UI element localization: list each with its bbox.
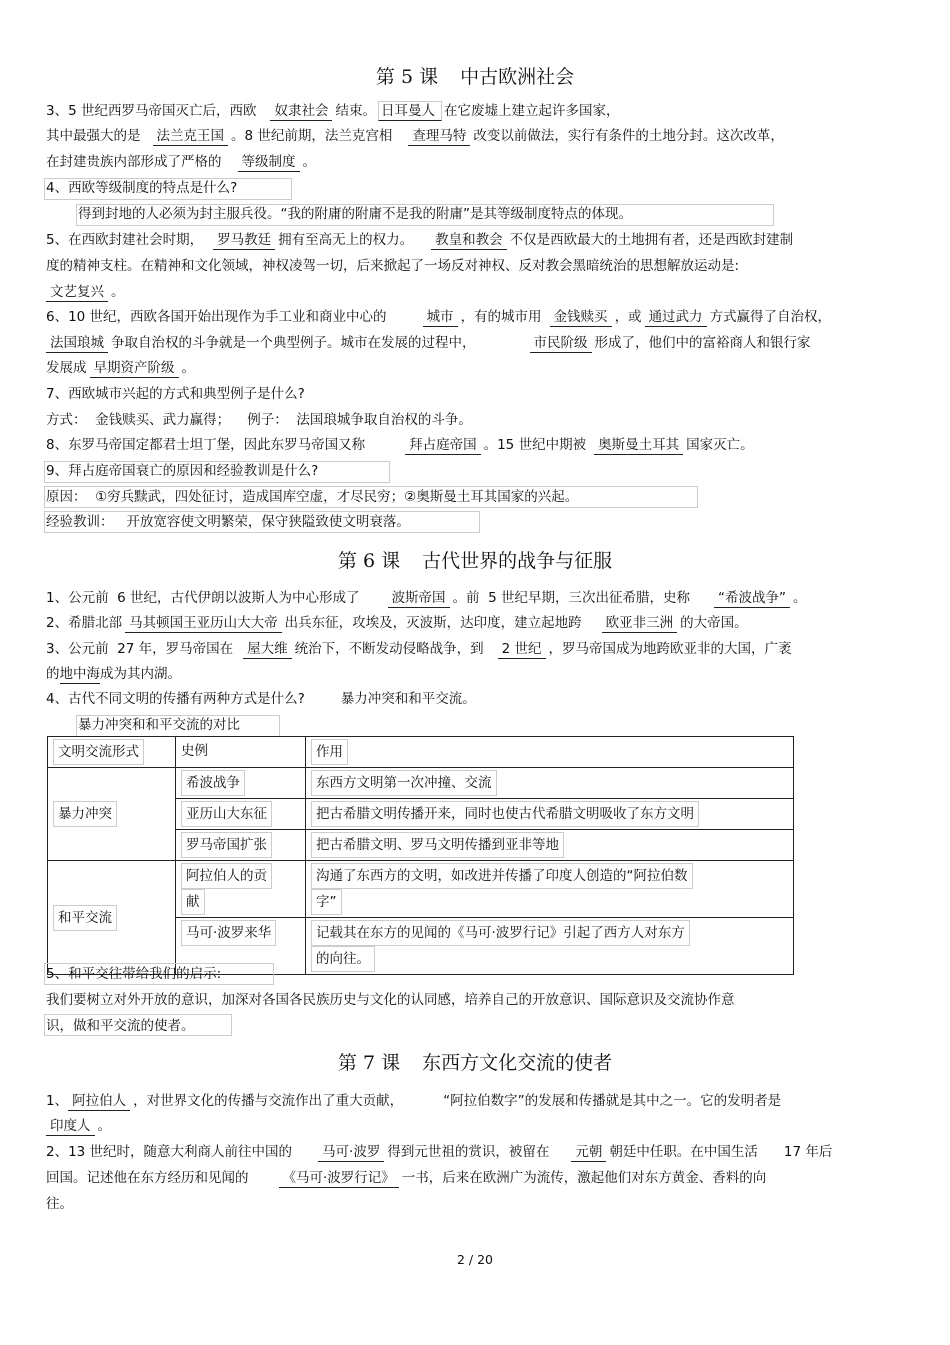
l5-line-9 [46, 334, 811, 353]
text: 4、古代不同文明的传播有两种方式是什么? [46, 691, 305, 707]
table-cell [306, 830, 794, 861]
text: 献 [181, 889, 205, 915]
answer-blank: 马可·波罗 [318, 1143, 384, 1162]
text: 4、西欧等级制度的特点是什么? [46, 180, 238, 196]
text: 发展成 [46, 360, 87, 376]
text: 记载其在东方的见闻的《马可·波罗行记》引起了西方人对东方 [311, 920, 690, 946]
text: 2、13 世纪时，随意大利商人前往中国的 [46, 1144, 293, 1160]
answer-blank: 市民阶级 [530, 334, 592, 353]
answer-blank: 通过武力 [645, 308, 707, 327]
answer-box [44, 1014, 232, 1036]
text: 把古希腊文明传播开来，同时也使古代希腊文明吸收了东方文明 [311, 801, 699, 827]
text: 朝廷中任职。在中国生活 [609, 1144, 758, 1160]
text: 作用 [311, 739, 348, 765]
l5-answer-7 [46, 411, 472, 429]
text: 8、东罗马帝国定都君士坦丁堡，因此东罗马帝国又称 [46, 437, 366, 453]
answer-blank: 奴隶社会 [270, 102, 332, 121]
l6-line-3 [46, 640, 792, 659]
text: 暴力冲突和和平交流的对比 [78, 717, 240, 733]
answer-blank: 文艺复兴 [46, 283, 108, 302]
answer-blank: 法兰克王国 [153, 127, 229, 146]
text: 。 [181, 360, 195, 376]
table-header-row [48, 737, 794, 768]
text: ，对世界文化的传播与交流作出了重大贡献， [133, 1093, 404, 1109]
answer-blank: 马其顿国王亚历山大大帝 [125, 614, 282, 633]
lesson6-title [0, 546, 950, 573]
table-cell [176, 768, 306, 799]
answer-blank: 等级制度 [238, 153, 300, 172]
l6-question-4 [46, 690, 476, 708]
l5-line-8b [46, 436, 754, 455]
table-row [48, 768, 794, 799]
answer-blank: 金钱赎买 [550, 308, 612, 327]
answer-blank: 欧亚非三洲 [602, 614, 678, 633]
text: 我们要树立对外开放的意识，加深对各国各民族历史与文化的认同感，培养自己的开放意识、国际意识及交流协作意 [46, 992, 735, 1008]
answer-blank: 早期资产阶级 [90, 359, 179, 378]
text: 得到封地的人必须为封主服兵役。“我的附庸的附庸不是我的附庸”是其等级制度特点的体现。 [78, 206, 632, 222]
text: 文明交流形式 [53, 739, 144, 765]
text: 和平交流 [53, 905, 117, 931]
l5-line-3 [46, 153, 316, 172]
text: ，罗马帝国成为地跨欧亚非的大国，广袤 [548, 641, 792, 657]
lesson6-title-number: 第 6 课 [337, 550, 401, 572]
text: 7、西欧城市兴起的方式和典型例子是什么? [46, 386, 305, 402]
answer-box [44, 511, 480, 533]
answer-blank: 波斯帝国 [388, 589, 450, 608]
table-cell [306, 918, 794, 975]
text: 5、和平交往带给我们的启示: [46, 966, 222, 982]
answer-blank: 地中海 [59, 666, 100, 682]
text: 在封建贵族内部形成了严格的 [46, 154, 222, 170]
text: 出兵东征，攻埃及，灭波斯，达印度，建立起地跨 [284, 615, 582, 631]
lesson5-title [0, 62, 950, 89]
lesson7-title-number: 第 7 课 [337, 1052, 401, 1074]
text: 的向往。 [311, 946, 375, 972]
text: 沟通了东西方的文明，如改进并传播了印度人创造的“阿拉伯数 [311, 863, 693, 889]
table-header-cell [48, 737, 176, 768]
text: 亚历山大东征 [181, 801, 272, 827]
answer-blank: 《马可·波罗行记》 [279, 1169, 399, 1188]
text: 把古希腊文明、罗马文明传播到亚非等地 [311, 832, 564, 858]
text: 其中最强大的是 [46, 128, 141, 144]
text: 原因： ①穷兵黩武，四处征讨，造成国库空虚，才尽民穷；②奥斯曼土耳其国家的兴起。 [46, 489, 579, 505]
text: 形成了，他们中的富裕商人和银行家 [594, 335, 811, 351]
text: 在它废墟上建立起许多国家， [443, 103, 620, 119]
answer-blank: “希波战争” [714, 589, 790, 608]
answer-blank: 罗马教廷 [213, 231, 275, 250]
answer-blank: 印度人 [46, 1117, 95, 1136]
text: 。前 5 世纪早期，三次出征希腊，史称 [452, 590, 691, 606]
l5-line-1 [46, 101, 619, 121]
l5-line-5 [46, 231, 793, 250]
l5-line-6 [46, 257, 739, 275]
question-box [44, 178, 292, 200]
text: 。 [302, 154, 316, 170]
text: 9、拜占庭帝国衰亡的原因和经验教训是什么? [46, 463, 319, 479]
text: 度的精神支柱。在精神和文化领域，神权凌驾一切，后来掀起了一场反对神权、反对教会黑暗统治的思想解放运动是: [46, 258, 740, 274]
text: 方式赢得了自治权， [709, 309, 832, 325]
text: 东西方文明第一次冲撞、交流 [311, 770, 497, 796]
answer-blank: 元朝 [571, 1143, 606, 1162]
text: 字” [311, 889, 342, 915]
answer-blank: 2 世纪 [498, 640, 546, 659]
text: 阿拉伯人的贡 [181, 863, 272, 889]
text: 史例 [181, 743, 208, 759]
text: ，或 [614, 309, 642, 325]
text: 拥有至高无上的权力。 [278, 232, 414, 248]
table-cell [176, 861, 306, 918]
l7-line-3 [46, 1143, 832, 1162]
caption-box [76, 715, 280, 737]
l7-line-2 [46, 1117, 111, 1136]
text: 罗马帝国扩张 [181, 832, 272, 858]
table-cell [176, 799, 306, 830]
answer-box [76, 204, 774, 226]
lesson7-title [0, 1048, 950, 1075]
table-row [48, 861, 794, 918]
question-box [44, 461, 390, 483]
text: 马可·波罗来华 [181, 920, 276, 946]
text: “阿拉伯数字”的发展和传播就是其中之一。它的发明者是 [443, 1093, 782, 1109]
text: 得到元世祖的赏识，被留在 [387, 1144, 550, 1160]
l5-question-7 [46, 385, 305, 403]
text: 3、5 世纪西罗马帝国灭亡后，西欧 [46, 103, 257, 119]
l6-line-2 [46, 614, 748, 633]
l5-line-2 [46, 127, 784, 146]
text: 1、 [46, 1093, 69, 1109]
text: 。 [111, 284, 125, 300]
answer-blank: 拜占庭帝国 [405, 436, 481, 455]
text: 的 [46, 666, 60, 682]
text: 往。 [46, 1196, 73, 1212]
text: 1、公元前 6 世纪，古代伊朗以波斯人为中心形成了 [46, 590, 360, 606]
text: 。15 世纪中期被 [483, 437, 587, 453]
text: 经验教训： 开放宽容使文明繁荣，保守狭隘致使文明衰落。 [46, 514, 410, 530]
table-cell [306, 799, 794, 830]
text: 国家灭亡。 [686, 437, 754, 453]
answer-blank: 阿拉伯人 [68, 1092, 130, 1111]
table-cell [176, 830, 306, 861]
text: 不仅是西欧最大的土地拥有者，还是西欧封建制 [509, 232, 794, 248]
answer-blank: 法国琅城 [46, 334, 108, 353]
text: 5、在西欧封建社会时期， [46, 232, 204, 248]
answer-blank: 奥斯曼土耳其 [594, 436, 683, 455]
text: 。 [97, 1118, 111, 1134]
text: 暴力冲突和和平交流。 [340, 691, 476, 707]
text: 回国。记述他在东方经历和见闻的 [46, 1170, 249, 1186]
l7-line-4 [46, 1169, 766, 1188]
text: 成为其内湖。 [100, 666, 181, 682]
answer-blank: 教皇和教会 [431, 231, 507, 250]
answer-blank: 查理马特 [408, 127, 470, 146]
table-header-cell [306, 737, 794, 768]
lesson7-title-name: 东西方文化交流的使者 [422, 1052, 613, 1074]
text: 结束。 [335, 103, 376, 119]
lesson6-title-name: 古代世界的战争与征服 [422, 550, 613, 572]
lesson5-title-name: 中古欧洲社会 [460, 66, 575, 88]
text: 改变以前做法，实行有条件的土地分封。这次改革， [473, 128, 784, 144]
l6-answer-5a [46, 991, 735, 1009]
answer-box [44, 486, 698, 508]
answer-blank: 屋大维 [243, 640, 292, 659]
text: 的大帝国。 [680, 615, 748, 631]
text: 。8 世纪前期，法兰克宫相 [231, 128, 393, 144]
table-header-cell [176, 737, 306, 768]
question-box [44, 963, 274, 985]
l5-line-8 [46, 308, 831, 327]
l7-line-1 [46, 1092, 781, 1111]
comparison-table [47, 736, 794, 975]
group-cell [48, 768, 176, 861]
text: 方式： 金钱赎买、武力赢得； 例子： 法国琅城争取自治权的斗争。 [46, 412, 472, 428]
l5-line-10 [46, 359, 195, 378]
text: 统治下，不断发动侵略战争，到 [294, 641, 484, 657]
text: 识，做和平交流的使者。 [46, 1018, 195, 1034]
text: 希波战争 [181, 770, 245, 796]
text: 3、公元前 27 年，罗马帝国在 [46, 641, 234, 657]
text: 暴力冲突 [53, 801, 117, 827]
text: 17 年后 [783, 1144, 833, 1160]
lesson5-title-number: 第 5 课 [375, 66, 439, 88]
answer-blank: 城市 [423, 308, 458, 327]
text: 争取自治权的斗争就是一个典型例子。城市在发展的过程中， [111, 335, 476, 351]
page-number: 2 / 20 [456, 1252, 494, 1267]
answer-blank: 日耳曼人 [378, 101, 442, 121]
l5-line-7 [46, 283, 125, 302]
table-cell [306, 768, 794, 799]
group-cell [48, 861, 176, 975]
l6-line-1 [46, 589, 807, 608]
text: 。 [793, 590, 807, 606]
text: 2、希腊北部 [46, 615, 123, 631]
text: 6、10 世纪，西欧各国开始出现作为手工业和商业中心的 [46, 309, 387, 325]
l6-line-4 [46, 665, 181, 684]
text: 一书，后来在欧洲广为流传，激起他们对东方黄金、香料的向 [401, 1170, 767, 1186]
text: ，有的城市用 [460, 309, 542, 325]
l7-line-5 [46, 1195, 73, 1213]
table-cell [306, 861, 794, 918]
